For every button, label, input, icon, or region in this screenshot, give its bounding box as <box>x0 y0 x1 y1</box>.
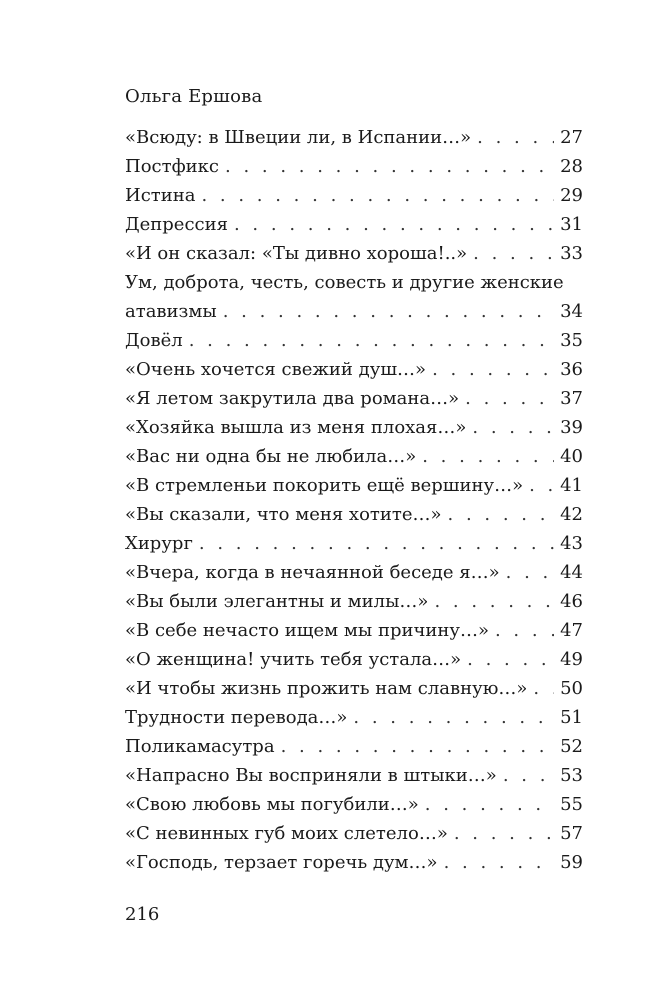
dot-leader <box>234 210 554 239</box>
dot-leader <box>225 152 554 181</box>
toc-entry[interactable] <box>125 529 583 558</box>
toc-entry[interactable] <box>125 239 583 268</box>
toc-entry-page: 36 <box>560 359 583 380</box>
dot-leader <box>434 587 554 616</box>
toc-entry-title: Постфикс <box>125 156 219 177</box>
dot-leader <box>454 819 554 848</box>
dot-leader <box>223 297 554 326</box>
dot-leader <box>422 442 554 471</box>
page-number: 216 <box>125 904 160 925</box>
toc-entry[interactable] <box>125 819 583 848</box>
toc-entry[interactable] <box>125 123 583 152</box>
toc-entry-page: 47 <box>560 620 583 641</box>
dot-leader <box>473 239 554 268</box>
toc-entry-page: 50 <box>560 678 583 699</box>
toc-entry[interactable] <box>125 790 583 819</box>
toc-entry-page: 33 <box>560 243 583 264</box>
toc-entry-title: «И он сказал: «Ты дивно хороша!..» <box>125 243 468 264</box>
dot-leader <box>189 326 554 355</box>
toc-entry[interactable] <box>125 761 583 790</box>
toc-entry-title: «Господь, терзает горечь дум…» <box>125 852 438 873</box>
toc-entry-page: 49 <box>560 649 583 670</box>
toc-entry-title: «Очень хочется свежий душ…» <box>125 359 427 380</box>
toc-entry-title: «Я летом закрутила два романа…» <box>125 388 460 409</box>
toc-entry-title: «Вы сказали, что меня хотите…» <box>125 504 442 525</box>
dot-leader <box>529 471 554 500</box>
toc-entry-page: 57 <box>560 823 583 844</box>
toc-entry[interactable] <box>125 326 583 355</box>
toc-entry[interactable] <box>125 181 583 210</box>
dot-leader <box>448 500 555 529</box>
toc-entry[interactable] <box>125 471 583 500</box>
toc-entry-title: Хирург <box>125 533 193 554</box>
toc-entry-page: 29 <box>560 185 583 206</box>
dot-leader <box>465 384 554 413</box>
toc-entry[interactable] <box>125 355 583 384</box>
toc-entry-title: «Вас ни одна бы не любила…» <box>125 446 417 467</box>
toc-entry-title: «Вы были элегантны и милы…» <box>125 591 429 612</box>
toc-entry-title: «Свою любовь мы погубили…» <box>125 794 419 815</box>
toc-entry-title: Поликамасутра <box>125 736 275 757</box>
toc-entry-page: 44 <box>560 562 583 583</box>
toc-entry-title: Депрессия <box>125 214 228 235</box>
toc-entry[interactable] <box>125 500 583 529</box>
dot-leader <box>495 616 554 645</box>
toc-entry-title: «В себе нечасто ищем мы причину…» <box>125 620 489 641</box>
toc-entry-page: 55 <box>560 794 583 815</box>
toc-entry-page: 34 <box>560 301 583 322</box>
toc-entry-title: «О женщина! учить тебя устала…» <box>125 649 462 670</box>
toc-entry-page: 51 <box>560 707 583 728</box>
toc-entry-title: Трудности перевода…» <box>125 707 348 728</box>
toc-entry-page: 59 <box>560 852 583 873</box>
toc-entry-page: 46 <box>560 591 583 612</box>
dot-leader <box>425 790 554 819</box>
toc-entry-page: 28 <box>560 156 583 177</box>
toc-entry-title: Довёл <box>125 330 183 351</box>
toc-entry-title: «Всюду: в Швеции ли, в Испании…» <box>125 127 472 148</box>
toc-entry[interactable] <box>125 384 583 413</box>
toc-entry[interactable] <box>125 732 583 761</box>
toc-entry[interactable] <box>125 674 583 703</box>
toc-entry-line1[interactable] <box>125 268 583 297</box>
dot-leader <box>199 529 554 558</box>
toc-entry-title: атавизмы <box>125 301 217 322</box>
dot-leader <box>477 123 554 152</box>
dot-leader <box>472 413 554 442</box>
toc-entry-page: 27 <box>560 127 583 148</box>
dot-leader <box>467 645 554 674</box>
toc-entry-title: «В стремленьи покорить ещё вершину…» <box>125 475 524 496</box>
toc-entry-title: «И чтобы жизнь прожить нам славную…» <box>125 678 528 699</box>
toc-entry-title: Истина <box>125 185 196 206</box>
toc-entry[interactable] <box>125 703 583 732</box>
toc-entry-page: 35 <box>560 330 583 351</box>
dot-leader <box>506 558 554 587</box>
toc-entry[interactable] <box>125 442 583 471</box>
toc-entry-title: «Вчера, когда в нечаянной беседе я…» <box>125 562 500 583</box>
toc-entry[interactable] <box>125 558 583 587</box>
toc-entry[interactable] <box>125 848 583 877</box>
toc-entry[interactable] <box>125 587 583 616</box>
toc-entry[interactable] <box>125 413 583 442</box>
toc-entry-page: 39 <box>560 417 583 438</box>
dot-leader <box>533 674 554 703</box>
toc-entry-page: 41 <box>560 475 583 496</box>
dot-leader <box>444 848 555 877</box>
running-header-author: Ольга Ершова <box>125 86 263 107</box>
toc-entry-page: 40 <box>560 446 583 467</box>
toc-entry-page: 53 <box>560 765 583 786</box>
toc-entry[interactable] <box>125 297 583 326</box>
toc-entry[interactable] <box>125 210 583 239</box>
toc-entry-title: «Напрасно Вы восприняли в штыки…» <box>125 765 497 786</box>
toc-entry[interactable] <box>125 616 583 645</box>
toc-entry[interactable] <box>125 152 583 181</box>
toc-entry-page: 31 <box>560 214 583 235</box>
dot-leader <box>281 732 555 761</box>
dot-leader <box>201 181 554 210</box>
dot-leader <box>432 355 554 384</box>
toc-entry-page: 43 <box>560 533 583 554</box>
table-of-contents <box>125 123 583 877</box>
dot-leader <box>353 703 554 732</box>
toc-entry-title: «Хозяйка вышла из меня плохая…» <box>125 417 467 438</box>
toc-entry-title: «С невинных губ моих слетело…» <box>125 823 448 844</box>
toc-entry-title: Ум, доброта, честь, совесть и другие женские <box>125 272 564 293</box>
toc-entry[interactable] <box>125 645 583 674</box>
toc-entry-page: 37 <box>560 388 583 409</box>
dot-leader <box>503 761 554 790</box>
toc-entry-page: 52 <box>560 736 583 757</box>
toc-entry-page: 42 <box>560 504 583 525</box>
